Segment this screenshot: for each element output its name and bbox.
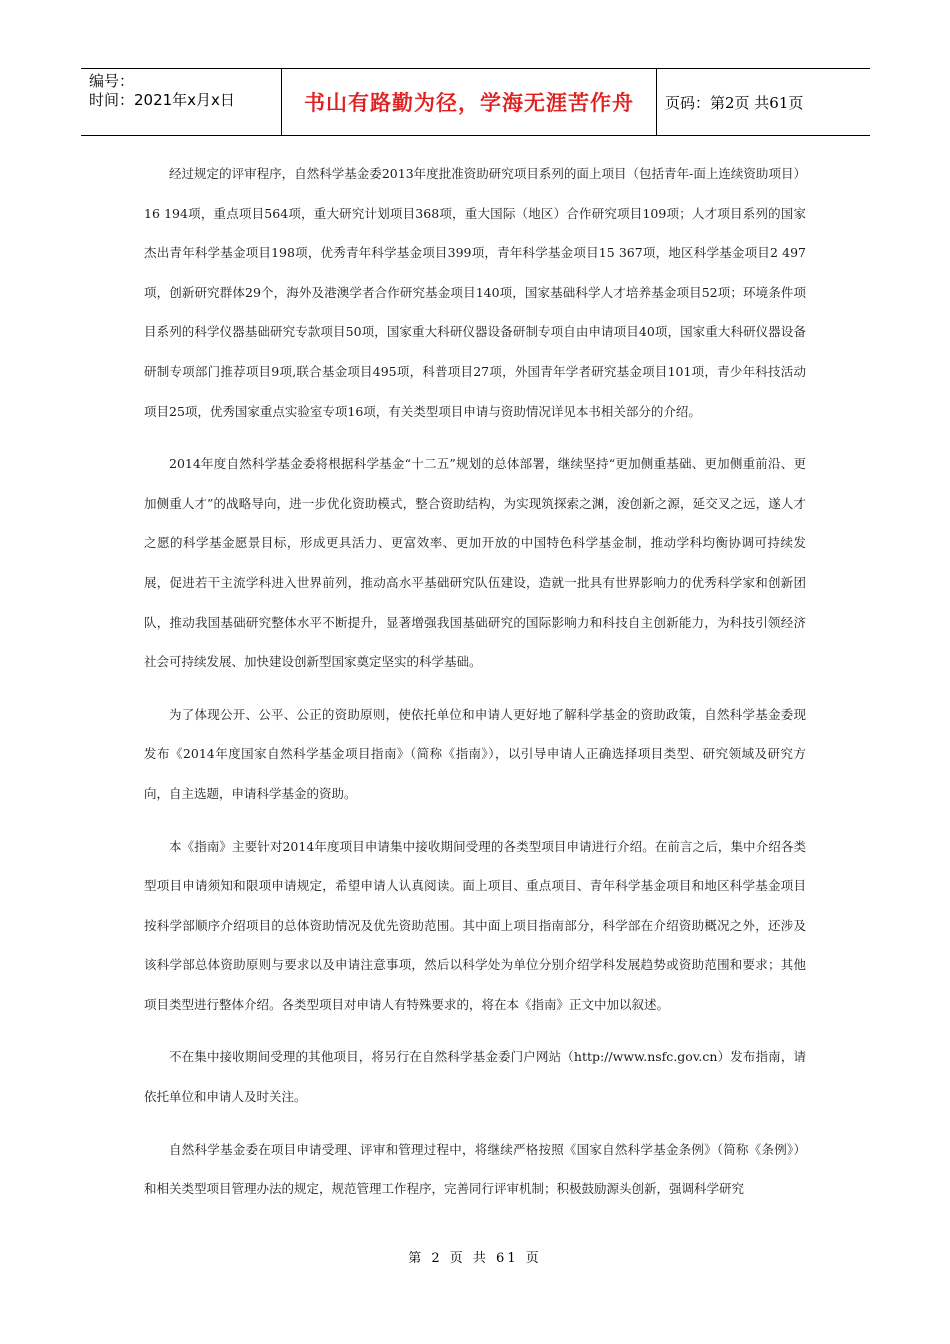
paragraph-funding-summary: 经过规定的评审程序，自然科学基金委2013年度批准资助研究项目系列的面上项目（包括青年-面上连续资助项目）16 194项，重点项目564项，重大研究计划项目368项，重大国际（地区）合作研究项目109项；人才项目系列的国家杰出青年科学基金项目198项，优秀青年科学基金项目399项，青年科学基金项目15 367项，地区科学基金项目2 497项，创新研究群体29个，海外及港澳学者合作研究基金项目140项，国家基础科学人才培养基金项目52项；环境条件项目系列的科学仪器基础研究专款项目50项，国家重大科研仪器设备研制专项自由申请项目40项，国家重大科研仪器设备研制专项部门推荐项目9项,联合基金项目495项，科普项目27项，外国青年学者研究基金项目101项，青少年科技活动项目25项，优秀国家重点实验室专项16项，有关类型项目申请与资助情况详见本书相关部分的介绍。 [144, 166, 806, 419]
header-page-info: 页码：第2页 共61页 [665, 94, 804, 112]
paragraph-management: 自然科学基金委在项目申请受理、评审和管理过程中，将继续严格按照《国家自然科学基金条例》（简称《条例》）和相关类型项目管理办法的规定，规范管理工作程序，完善同行评审机制；积极鼓励源头创新，强调科学研究 [144, 1141, 806, 1197]
paragraph-strategy: 2014年度自然科学基金委将根据科学基金“十二五”规划的总体部署，继续坚持“更加侧重基础、更加侧重前沿、更加侧重人才”的战略导向，进一步优化资助模式，整合资助结构，为实现筑探索之渊，浚创新之源，延交叉之远，遂人才之愿的科学基金愿景目标，形成更具活力、更富效率、更加开放的中国特色科学基金制，推动学科均衡协调可持续发展，促进若干主流学科进入世界前列，推动高水平基础研究队伍建设，造就一批具有世界影响力的优秀科学家和创新团队，推动我国基础研究整体水平不断提升，显著增强我国基础研究的国际影响力和科技自主创新能力，为科技引领经济社会可持续发展、加快建设创新型国家奠定坚实的科学基础。 [144, 456, 806, 670]
document-body [144, 154, 806, 1222]
paragraph-guide-scope: 本《指南》主要针对2014年度项目申请集中接收期间受理的各类型项目申请进行介绍。在前言之后，集中介绍各类型项目申请须知和限项申请规定，希望申请人认真阅读。面上项目、重点项目、青年科学基金项目和地区科学基金项目按科学部顺序介绍项目的总体资助情况及优先资助范围。其中面上项目指南部分，科学部在介绍资助概况之外，还涉及该科学部总体资助原则与要求以及申请注意事项，然后以科学处为单位分别介绍学科发展趋势或资助范围和要求；其他项目类型进行整体介绍。各类型项目对申请人有特殊要求的，将在本《指南》正文中加以叙述。 [144, 838, 806, 1012]
header-meta [81, 69, 281, 135]
paragraph-other-projects: 不在集中接收期间受理的其他项目，将另行在自然科学基金委门户网站（http://www.nsfc.gov.cn）发布指南，请依托单位和申请人及时关注。 [144, 1049, 806, 1105]
page-header [81, 68, 870, 136]
paragraph-guide-release: 为了体现公开、公平、公正的资助原则，使依托单位和申请人更好地了解科学基金的资助政策，自然科学基金委现发布《2014年度国家自然科学基金项目指南》（简称《指南》），以引导申请人正确选择项目类型、研究领域及研究方向，自主选题，申请科学基金的资助。 [144, 706, 806, 801]
header-motto: 书山有路勤为径，学海无涯苦作舟 [281, 69, 657, 135]
date-label: 时间：2021年x月x日 [89, 91, 235, 109]
page-footer: 第 2 页 共 61 页 [408, 1251, 542, 1266]
serial-number-label: 编号： [89, 72, 135, 90]
